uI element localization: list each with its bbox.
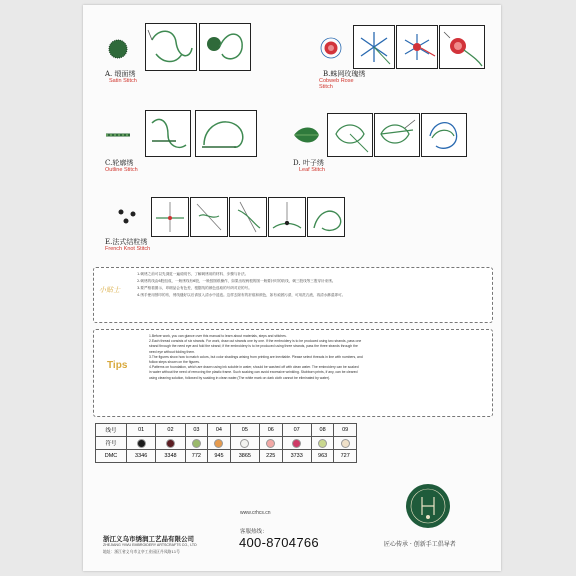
website-link[interactable]: www.crhcs.cn: [240, 510, 271, 516]
thread-color-swatch: [341, 439, 350, 448]
tip-line: using cleaning solution, followed by soaking in clean water.(The white mark on dark cloth cannot be eliminated by water).: [149, 375, 331, 380]
french-knot-step-1: [151, 197, 189, 237]
stitch-c-name-en: Outline Stitch: [105, 167, 138, 173]
brand-logo-icon: [405, 483, 451, 529]
row-label: DMC: [96, 450, 127, 463]
company-name-en: ZHEJIANG YIWU EMBROIDERY ARTSCRAFTS CO., LTD: [103, 543, 197, 547]
satin-stitch-sample: [103, 35, 133, 65]
thread-color-swatch: [214, 439, 223, 448]
thread-color-swatch: [166, 439, 175, 448]
thread-number: 01: [127, 424, 156, 437]
stitch-b-name-zh: B.蛛网玫瑰绣: [323, 70, 366, 78]
stitch-a-name-en: Satin Stitch: [109, 78, 137, 84]
thread-number: 04: [208, 424, 231, 437]
dmc-code: 727: [334, 450, 357, 463]
french-knot-step-4: [268, 197, 306, 237]
tip-line: need eye without folding them.: [149, 349, 195, 354]
dmc-code: 3348: [156, 450, 185, 463]
thread-dmc-row: [96, 450, 357, 463]
tip-line: strand through the need eye and fold the strand; if the embroidery is to be produced using three strands, pass the three strands through the: [149, 344, 358, 349]
tip-line: 1.Before work, you can glance over this manual to learn about materials, steps and stitches.: [149, 334, 287, 338]
cobweb-rose-step-3: [439, 25, 485, 69]
dmc-code: 225: [260, 450, 283, 463]
cobweb-rose-step-2: [396, 25, 438, 69]
thread-number: 03: [185, 424, 208, 437]
dmc-code: 3733: [282, 450, 311, 463]
stitch-b-name-en: Cobweb Rose Stitch: [319, 78, 354, 90]
tip-line: 2.Each thread consists of six strands. For work, draw out strands one by one. If the embroidery is to be produced using two strands, pass one: [149, 339, 362, 344]
outline-stitch-sample: [103, 125, 133, 145]
french-knot-sample: [113, 205, 143, 227]
dmc-code: 772: [185, 450, 208, 463]
dmc-code: 963: [311, 450, 334, 463]
french-knot-step-5: [307, 197, 345, 237]
brand-slogan: 匠心传承 · 创新手工倡导者: [384, 541, 456, 548]
leaf-stitch-sample: [291, 123, 321, 147]
dmc-code: 3346: [127, 450, 156, 463]
tip-line: follow steps shown on the figures.: [149, 360, 200, 365]
cn-tip-line: 3.要严格看图示，印刷品会有色差，根据线的颜色选取的号码对应的号。: [137, 286, 252, 290]
thread-color-swatch: [292, 439, 301, 448]
thread-color-swatch: [318, 439, 327, 448]
hotline-label: 客服热线：: [240, 529, 268, 535]
en-tips-label: Tips: [107, 360, 128, 371]
thread-number: 06: [260, 424, 283, 437]
thread-color-swatch: [192, 439, 201, 448]
thread-number: 02: [156, 424, 185, 437]
outline-stitch-step-2: [195, 110, 257, 157]
tip-line: 3.The figures show how to match colors, but color shadings arising from printing are inevitable. Please select threads in line with numbers, and: [149, 354, 363, 359]
row-label: 符号: [96, 437, 127, 450]
cn-tip-line: 2.刺绣的线由6股组成，一般绣线有6股，一般按图纸操作，如果出现两根的图一般要针时的收线，刺三股线等三股穿针来绣。: [137, 279, 336, 283]
cobweb-rose-step-1: [353, 25, 395, 69]
cobweb-rose-sample: [316, 33, 346, 63]
thread-color-swatch: [240, 439, 249, 448]
french-knot-step-2: [190, 197, 228, 237]
thread-number: 09: [334, 424, 357, 437]
satin-stitch-step-2: [199, 23, 251, 71]
row-label: 线号: [96, 424, 127, 437]
instruction-sheet: [83, 5, 501, 571]
dmc-code: 3865: [230, 450, 259, 463]
hotline-number: 400-8704766: [239, 535, 319, 550]
stitch-e-name-zh: E.法式结粒绣: [105, 238, 148, 246]
thread-table: [95, 423, 357, 463]
thread-number: 08: [311, 424, 334, 437]
cn-tip-line: 1.刺绣之前可以先浏览一遍说明书，了解刺绣用的材料、步骤与针法。: [137, 272, 249, 276]
company-address: 地址：浙江省义乌市义亭工业园区丹凤路11号: [103, 549, 180, 554]
thread-symbol-row: [96, 437, 357, 450]
leaf-stitch-step-2: [374, 113, 420, 157]
stitch-d-name-en: Leaf Stitch: [299, 167, 325, 173]
thread-number: 05: [230, 424, 259, 437]
tip-line: in water without the need of removing the plastic frame. Such soaking can avoid excessive wrinkling. Stubborn prints, if any, can be cleared: [149, 370, 358, 375]
company-name-zh: 浙江义乌市绣润工艺品有限公司: [103, 535, 194, 543]
satin-stitch-step-1: [145, 23, 197, 71]
stitch-c-name-zh: C.轮廓绣: [105, 159, 134, 167]
cn-tips-label: 小贴士: [99, 286, 120, 294]
stitch-e-name-en: French Knot Stitch: [105, 246, 151, 252]
stitch-d-name-zh: D. 叶子绣: [293, 159, 324, 167]
dmc-code: 945: [208, 450, 231, 463]
cn-tips-text: [137, 271, 482, 299]
thread-number-row: [96, 424, 357, 437]
cn-tip-line: 4.绣手使用预印的布，绣线缝好以后请放入清水中浸泡。这样去除布的折痕和颜色，如有顽固污渍，可用洗衣液，再清水淋湿即可。: [137, 293, 346, 297]
leaf-stitch-step-3: [421, 113, 467, 157]
stitch-a-name-zh: A. 缎面绣: [105, 70, 136, 78]
thread-number: 07: [282, 424, 311, 437]
thread-color-swatch: [266, 439, 275, 448]
outline-stitch-step-1: [145, 110, 191, 157]
tip-line: 4.Patterns on foundation, which are drawn using ink soluble in water, should be washed off with clean water. The embroidery can be soaked: [149, 365, 359, 370]
thread-color-swatch: [137, 439, 146, 448]
french-knot-step-3: [229, 197, 267, 237]
en-tips-text: [149, 334, 485, 381]
leaf-stitch-step-1: [327, 113, 373, 157]
